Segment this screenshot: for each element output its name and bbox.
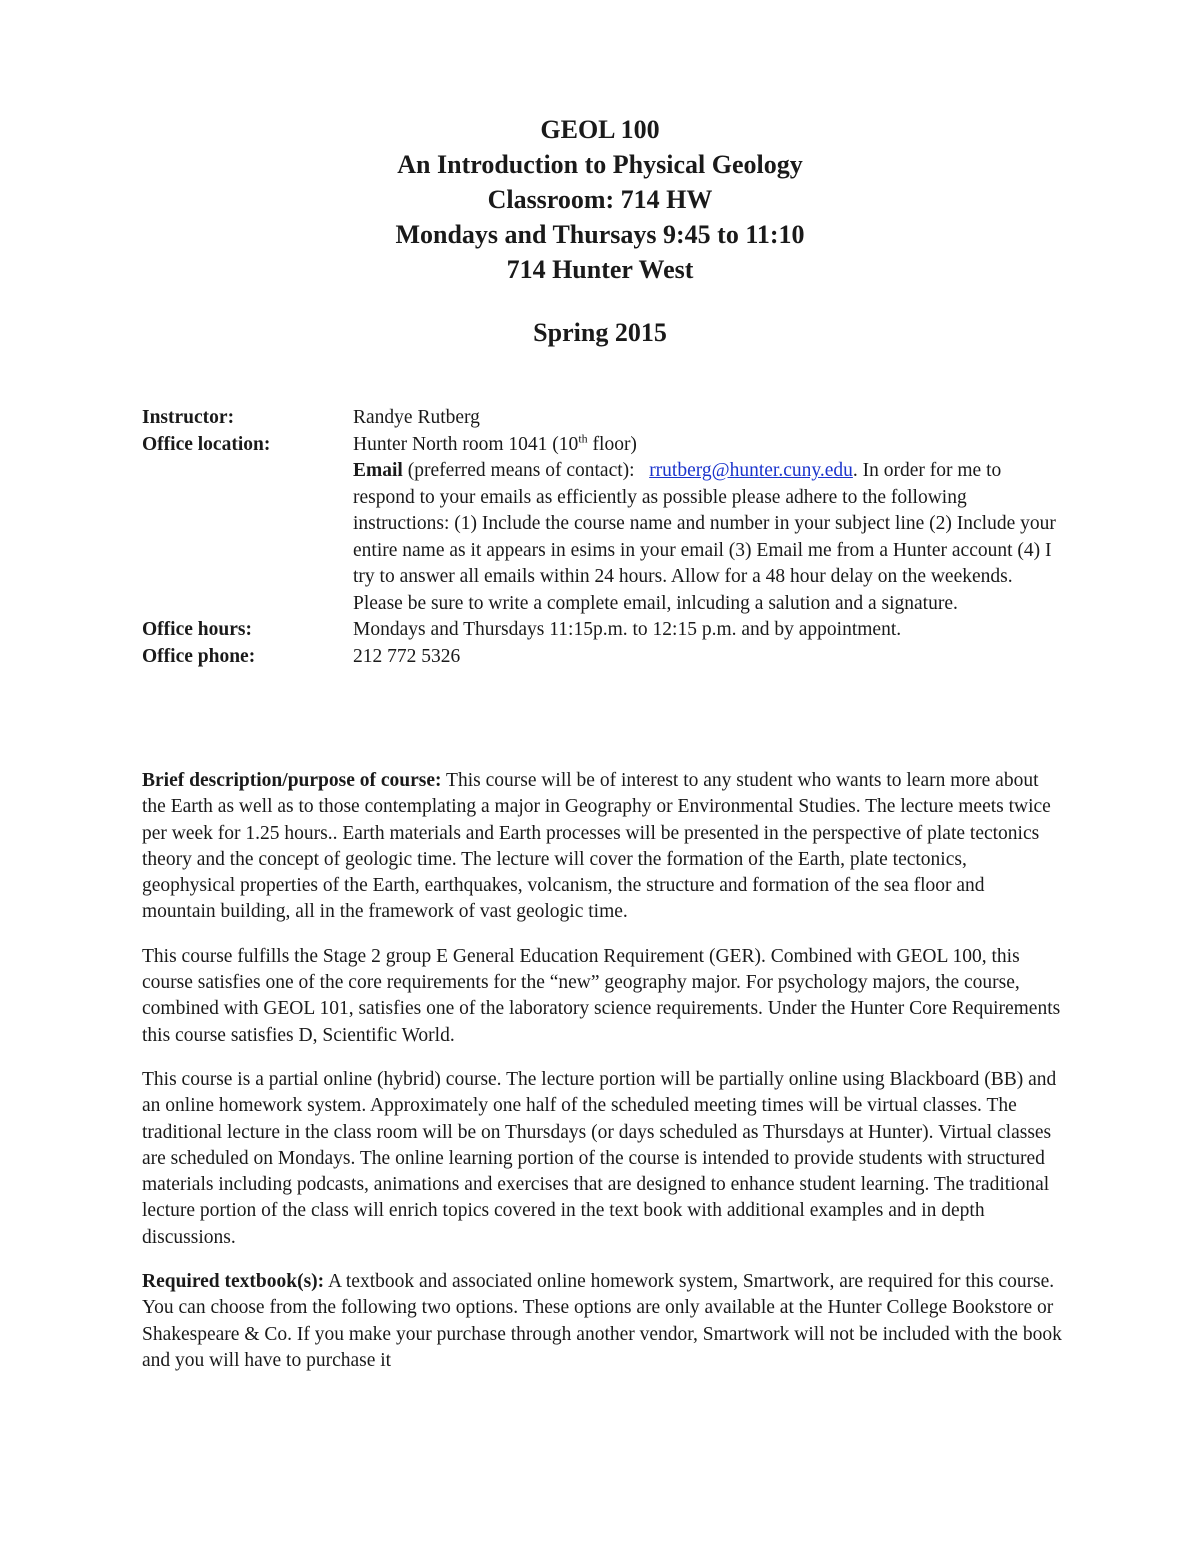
description-label: Brief description/purpose of course: (142, 770, 442, 791)
textbook-text: A textbook and associated online homework system, Smartwork, are required for this course. You can choose from the following two options. These options are only available at the Hunter College Bookstore or Shakespeare & Co. If you make your purchase through another vendor, Smartwork will not be included with the book and you will have to purchase it (142, 1271, 1062, 1371)
email-block (353, 458, 1062, 617)
office-hours-value: Mondays and Thursdays 11:15p.m. to 12:15 p.m. and by appointment. (353, 619, 902, 640)
office-location-value (353, 432, 1062, 459)
office-hours-row (142, 617, 1062, 644)
syllabus-header (0, 112, 1200, 350)
office-location-row (142, 432, 1062, 459)
office-phone-value: 212 772 5326 (353, 645, 461, 667)
office-location-floor: floor) (587, 433, 637, 455)
term: Spring 2015 (533, 318, 667, 347)
description-paragraph (142, 768, 1062, 926)
email-instructions: . In order for me to respond to your emails as efficiently as possible please adhere to the following instructions: (1) Include the course name and number in your subject line (2) Include your entire name as it appears in esims in your email (3) Email me from a Hunter account (4) I try to answer all emails within 24 hours. Allow for a 48 hour delay on the weekends. Please be sure to write a complete email, inlcuding a salution and a signature. (353, 460, 1056, 614)
ger-paragraph: This course fulfills the Stage 2 group E General Education Requirement (GER). Combined with GEOL 100, this course satisfies one of the core requirements for the “new” geography major. For psychology majors, the course, combined with GEOL 101, satisfies one of the laboratory science requirements. Under the Hunter Core Requirements this course satisfies D, Scientific World. (142, 945, 1061, 1046)
meeting-location: 714 Hunter West (506, 255, 694, 284)
course-code: GEOL 100 (540, 115, 660, 144)
office-location-text: Hunter North room 1041 (10 (353, 433, 579, 455)
instructor-info (142, 405, 1062, 670)
hybrid-paragraph: This course is a partial online (hybrid) course. The lecture portion will be partially online using Blackboard (BB) and an online homework system. Approximately one half of the scheduled meeting times will be virtual classes. The traditional lecture in the class room will be on Thursdays (or days scheduled as Thursdays at Hunter). Virtual classes are scheduled on Mondays. The online learning portion of the course is intended to provide students with structured materials including podcasts, animations and exercises that are designed to enhance student learning. The traditional lecture portion of the class will enrich topics covered in the text book with additional examples and in depth discussions. (142, 1068, 1057, 1248)
instructor-row (142, 405, 1062, 432)
header-spacer (0, 287, 1200, 315)
textbook-paragraph (142, 1269, 1062, 1374)
floor-ordinal: th (578, 431, 588, 445)
description-text: This course will be of interest to any student who wants to learn more about the Earth as well as to those contemplating a major in Geography or Environmental Studies. The lecture meets twice per week for 1.25 hours.. Earth materials and Earth processes will be presented in the perspective of plate tectonics theory and the concept of geologic time. The lecture will cover the formation of the Earth, plate tectonics, geophysical properties of the Earth, earthquakes, volcanism, the structure and formation of the sea floor and mountain building, all in the framework of vast geologic time. (142, 770, 1051, 923)
instructor-label: Instructor: (142, 407, 235, 428)
office-location-label: Office location: (142, 433, 271, 455)
instructor-name: Randye Rutberg (353, 407, 480, 428)
email-row (142, 458, 1062, 617)
email-label: Email (353, 460, 403, 481)
office-phone-row (142, 644, 1062, 671)
classroom: Classroom: 714 HW (487, 185, 713, 214)
textbook-label: Required textbook(s): (142, 1271, 325, 1293)
meeting-schedule: Mondays and Thursays 9:45 to 11:10 (395, 220, 805, 249)
office-phone-label: Office phone: (142, 645, 256, 667)
email-link[interactable]: rrutberg@hunter.cuny.edu (649, 460, 853, 481)
office-hours-label: Office hours: (142, 619, 252, 640)
email-row-spacer (142, 458, 353, 617)
email-lead: (preferred means of contact): (402, 460, 650, 481)
course-title: An Introduction to Physical Geology (397, 150, 803, 179)
course-description (142, 768, 1062, 1392)
